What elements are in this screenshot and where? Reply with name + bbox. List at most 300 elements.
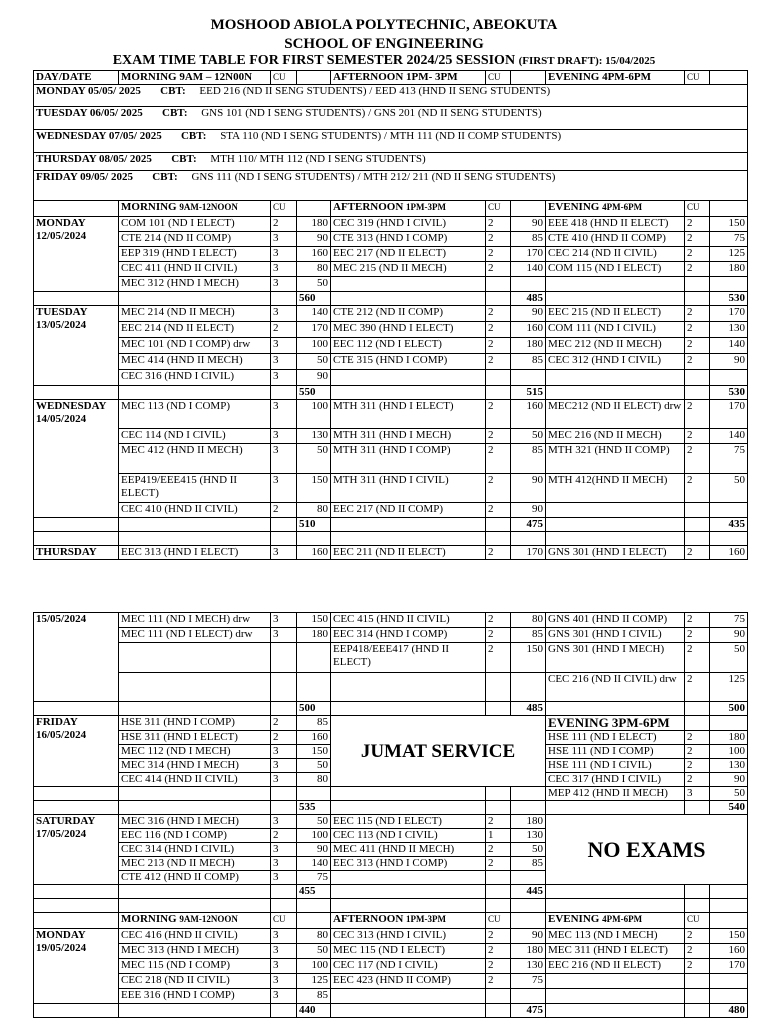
afternoon-count: 130	[511, 829, 546, 843]
evening-count: 50	[710, 474, 748, 503]
evening-cu: 2	[685, 773, 710, 787]
morning-count: 85	[297, 989, 331, 1004]
morning-course: CEC 114 (ND I CIVIL)	[119, 429, 271, 444]
morning-cu: 3	[271, 400, 297, 429]
evening-course: MEC 212 (ND II MECH)	[546, 338, 685, 354]
afternoon-count: 160	[511, 322, 546, 338]
morning-total: 510	[297, 518, 331, 532]
morning-cu: 3	[271, 370, 297, 386]
morning-count: 80	[297, 503, 331, 518]
morning-cu: 3	[271, 773, 297, 787]
blank	[331, 801, 486, 815]
blank	[685, 292, 710, 306]
day-label: MONDAY 19/05/2024	[34, 929, 119, 1004]
evening-count	[710, 503, 748, 518]
afternoon-course	[331, 871, 486, 885]
blank	[486, 518, 511, 532]
morning-cu: 2	[271, 322, 297, 338]
morning-course: EEE 316 (HND I COMP)	[119, 989, 271, 1004]
morning-count: 100	[297, 829, 331, 843]
day-header	[34, 913, 119, 929]
blank	[119, 386, 271, 400]
day-date: 15/05/2024	[34, 613, 119, 702]
evening-course: HSE 111 (ND I COMP)	[546, 745, 685, 759]
table-row	[34, 532, 748, 546]
evening-count	[710, 370, 748, 386]
evening-count: 75	[710, 232, 748, 247]
afternoon-cu: 2	[486, 929, 511, 944]
morning-total: 500	[297, 702, 331, 716]
morning-count: 130	[297, 429, 331, 444]
blank	[297, 71, 331, 85]
thursday-cell	[271, 673, 297, 702]
table-row	[34, 1004, 748, 1018]
blank	[511, 913, 546, 929]
cu-header: CU	[685, 71, 710, 85]
evening-cu: 2	[685, 262, 710, 277]
table-row	[34, 815, 748, 829]
blank	[546, 702, 685, 716]
cu-header: CU	[486, 913, 511, 929]
morning-cu: 3	[271, 338, 297, 354]
thursday-cell: 180	[297, 628, 331, 643]
blank	[710, 716, 748, 731]
evening-count: 180	[710, 731, 748, 745]
afternoon-course: EEC 217 (ND II ELECT)	[331, 247, 486, 262]
timetable-part-2	[33, 612, 748, 1018]
table-row	[34, 628, 748, 643]
table-row	[34, 913, 748, 929]
thursday-cell: CEC 415 (HND II CIVIL)	[331, 613, 486, 628]
morning-count: 125	[297, 974, 331, 989]
thursday-cell	[119, 673, 271, 702]
blank	[34, 518, 119, 532]
evening-count: 170	[710, 400, 748, 429]
morning-count: 150	[297, 745, 331, 759]
afternoon-cu	[486, 989, 511, 1004]
blank	[119, 885, 271, 899]
thursday-cell: 2	[685, 613, 710, 628]
evening-course	[546, 370, 685, 386]
cbt-row: TUESDAY 06/05/ 2025 CBT: GNS 101 (ND I SENG STUDENTS) / GNS 201 (ND II SENG STUDENTS)	[34, 107, 748, 130]
morning-count: 80	[297, 262, 331, 277]
table-row	[34, 292, 748, 306]
afternoon-count: 85	[511, 354, 546, 370]
blank	[34, 532, 119, 546]
afternoon-count: 180	[511, 338, 546, 354]
cu-header: CU	[271, 71, 297, 85]
afternoon-course: MTH 311 (HND I CIVIL)	[331, 474, 486, 503]
evening-count: 170	[710, 306, 748, 322]
afternoon-cu: 2	[486, 354, 511, 370]
thursday-cell: CEC 216 (ND II CIVIL) drw	[546, 673, 685, 702]
evening-cu: 3	[685, 787, 710, 801]
blank	[486, 899, 511, 913]
morning-cu: 3	[271, 277, 297, 292]
thursday-cell: 2	[685, 673, 710, 702]
thursday-cell: 2	[486, 546, 511, 560]
afternoon-cu: 2	[486, 974, 511, 989]
evening-count: 75	[710, 444, 748, 474]
table-row	[34, 354, 748, 370]
blank	[271, 386, 297, 400]
blank	[685, 386, 710, 400]
evening-course: EEC 215 (ND II ELECT)	[546, 306, 685, 322]
table-row	[34, 386, 748, 400]
thursday-cell: EEP418/EEE417 (HND II ELECT)	[331, 643, 486, 673]
evening-count: 90	[710, 354, 748, 370]
evening-cu: 2	[685, 338, 710, 354]
afternoon-total: 485	[511, 292, 546, 306]
morning-cu: 2	[271, 716, 297, 731]
evening-count: 130	[710, 759, 748, 773]
blank	[271, 787, 297, 801]
morning-course: MEC 316 (HND I MECH)	[119, 815, 271, 829]
morning-course: COM 101 (ND I ELECT)	[119, 217, 271, 232]
blank	[546, 899, 685, 913]
morning-count: 90	[297, 370, 331, 386]
morning-cu: 3	[271, 959, 297, 974]
blank	[119, 787, 271, 801]
afternoon-total: 515	[511, 386, 546, 400]
blank	[685, 899, 710, 913]
evening-course	[546, 503, 685, 518]
thursday-cell: 2	[685, 643, 710, 673]
blank	[331, 899, 486, 913]
morning-cu: 3	[271, 354, 297, 370]
thursday-cell: 75	[710, 613, 748, 628]
afternoon-cu: 2	[486, 959, 511, 974]
blank	[685, 518, 710, 532]
evening-course: MTH 412(HND II MECH)	[546, 474, 685, 503]
blank	[331, 702, 486, 716]
morning-cu: 2	[271, 503, 297, 518]
no-exams-label: NO EXAMS	[546, 815, 748, 885]
table-row	[34, 716, 748, 731]
afternoon-course: MTH 311 (HND I ELECT)	[331, 400, 486, 429]
blank	[486, 292, 511, 306]
blank	[486, 532, 511, 546]
day-label: FRIDAY 16/05/2024	[34, 716, 119, 787]
blank	[685, 702, 710, 716]
morning-total: 560	[297, 292, 331, 306]
afternoon-count: 85	[511, 232, 546, 247]
evening-cu: 2	[685, 959, 710, 974]
blank	[297, 787, 331, 801]
draft-note: (FIRST DRAFT): 15/04/2025	[518, 55, 656, 67]
afternoon-course: CTE 212 (ND II COMP)	[331, 306, 486, 322]
evening-header: EVENING 4PM-6PM	[546, 913, 685, 929]
morning-course: CEC 414 (HND II CIVIL)	[119, 773, 271, 787]
school-name: SCHOOL OF ENGINEERING	[284, 36, 484, 52]
afternoon-total: 445	[511, 885, 546, 899]
table-row	[34, 929, 748, 944]
thursday-cell: 50	[710, 643, 748, 673]
evening-cu	[685, 989, 710, 1004]
blank	[685, 532, 710, 546]
thursday-cell: 90	[710, 628, 748, 643]
table-row	[34, 306, 748, 322]
afternoon-count: 180	[511, 815, 546, 829]
thursday-cell: 160	[297, 546, 331, 560]
morning-count: 50	[297, 944, 331, 959]
morning-course: MEC 313 (HND I MECH)	[119, 944, 271, 959]
afternoon-cu: 1	[486, 829, 511, 843]
afternoon-count: 50	[511, 843, 546, 857]
evening-course: MEP 412 (HND II MECH)	[546, 787, 685, 801]
evening-course: CEC 317 (HND I CIVIL)	[546, 773, 685, 787]
afternoon-cu: 2	[486, 444, 511, 474]
afternoon-course: EEC 423 (HND II COMP)	[331, 974, 486, 989]
table-row	[34, 643, 748, 673]
blank	[486, 702, 511, 716]
blank	[331, 518, 486, 532]
table-row	[34, 899, 748, 913]
evening-cu: 2	[685, 322, 710, 338]
blank	[34, 292, 119, 306]
thursday-cell: GNS 401 (HND II COMP)	[546, 613, 685, 628]
afternoon-cu: 2	[486, 474, 511, 503]
morning-count: 140	[297, 306, 331, 322]
thursday-cell: GNS 301 (HND I MECH)	[546, 643, 685, 673]
blank	[710, 532, 748, 546]
afternoon-count	[511, 370, 546, 386]
morning-course: CEC 416 (HND II CIVIL)	[119, 929, 271, 944]
blank	[511, 532, 546, 546]
blank	[486, 386, 511, 400]
morning-course: CEC 411 (HND II CIVIL)	[119, 262, 271, 277]
blank	[297, 201, 331, 217]
blank	[331, 386, 486, 400]
morning-count: 75	[297, 871, 331, 885]
evening-course: COM 115 (ND I ELECT)	[546, 262, 685, 277]
table-row	[34, 989, 748, 1004]
afternoon-course: MEC 115 (ND I ELECT)	[331, 944, 486, 959]
afternoon-cu	[486, 370, 511, 386]
morning-course: MEC 214 (ND II MECH)	[119, 306, 271, 322]
afternoon-total: 475	[511, 518, 546, 532]
evening-cu: 2	[685, 944, 710, 959]
afternoon-course: EEC 217 (ND II COMP)	[331, 503, 486, 518]
evening-cu: 2	[685, 354, 710, 370]
afternoon-course: MEC 411 (HND II MECH)	[331, 843, 486, 857]
afternoon-count	[511, 871, 546, 885]
blank	[297, 913, 331, 929]
evening-count: 180	[710, 262, 748, 277]
evening-course: COM 111 (ND I CIVIL)	[546, 322, 685, 338]
evening-count: 150	[710, 929, 748, 944]
day-header	[34, 201, 119, 217]
afternoon-count: 160	[511, 400, 546, 429]
blank	[119, 801, 271, 815]
table-row	[34, 944, 748, 959]
evening-course	[546, 989, 685, 1004]
thursday-cell: GNS 301 (HND I ELECT)	[546, 546, 685, 560]
morning-count: 50	[297, 815, 331, 829]
thursday-cell: 3	[271, 613, 297, 628]
blank	[34, 801, 119, 815]
morning-cu: 3	[271, 759, 297, 773]
morning-cu: 3	[271, 745, 297, 759]
afternoon-course: MEC 390 (HND I ELECT)	[331, 322, 486, 338]
evening-count	[710, 277, 748, 292]
afternoon-course: MTH 311 (HND I MECH)	[331, 429, 486, 444]
afternoon-cu	[486, 277, 511, 292]
afternoon-count: 50	[511, 429, 546, 444]
afternoon-count: 90	[511, 474, 546, 503]
blank	[546, 1004, 685, 1018]
thursday-cell	[297, 643, 331, 673]
evening-header: EVENING 4PM-6PM	[546, 201, 685, 217]
evening-count: 130	[710, 322, 748, 338]
blank	[34, 386, 119, 400]
afternoon-count: 85	[511, 857, 546, 871]
morning-header: MORNING 9AM-12NOON	[119, 201, 271, 217]
evening-count: 150	[710, 217, 748, 232]
table-row	[34, 130, 748, 153]
afternoon-course: CTE 313 (HND I COMP)	[331, 232, 486, 247]
evening-count: 170	[710, 959, 748, 974]
table-row	[34, 503, 748, 518]
blank	[710, 913, 748, 929]
table-row	[34, 400, 748, 429]
blank	[34, 899, 119, 913]
evening-count: 160	[710, 944, 748, 959]
morning-course: MEC 412 (HND II MECH)	[119, 444, 271, 474]
morning-cu: 3	[271, 843, 297, 857]
afternoon-count	[511, 277, 546, 292]
afternoon-count: 170	[511, 247, 546, 262]
morning-count: 160	[297, 247, 331, 262]
thursday-cell	[331, 673, 486, 702]
table-row	[34, 107, 748, 130]
morning-course: HSE 311 (HND I ELECT)	[119, 731, 271, 745]
blank	[119, 702, 271, 716]
table-row	[34, 322, 748, 338]
thursday-cell: 125	[710, 673, 748, 702]
blank	[486, 801, 511, 815]
table-row	[34, 613, 748, 628]
morning-course: MEC 101 (ND I COMP) drw	[119, 338, 271, 354]
morning-cu: 2	[271, 829, 297, 843]
day-label: MONDAY 12/05/2024	[34, 217, 119, 292]
morning-course: CEC 314 (HND I CIVIL)	[119, 843, 271, 857]
afternoon-course: MTH 311 (HND I COMP)	[331, 444, 486, 474]
afternoon-cu	[486, 871, 511, 885]
table-row	[34, 277, 748, 292]
morning-count: 150	[297, 474, 331, 503]
morning-count: 50	[297, 277, 331, 292]
table-row	[34, 885, 748, 899]
afternoon-count: 90	[511, 503, 546, 518]
evening-cu: 2	[685, 474, 710, 503]
table-row	[34, 974, 748, 989]
evening-cu	[685, 503, 710, 518]
morning-course: MEC 314 (HND I MECH)	[119, 759, 271, 773]
evening-count: 140	[710, 429, 748, 444]
blank	[511, 201, 546, 217]
afternoon-course: CEC 113 (ND I CIVIL)	[331, 829, 486, 843]
evening-course: EEC 216 (ND II ELECT)	[546, 959, 685, 974]
table-row	[34, 262, 748, 277]
thursday-cell: 2	[486, 643, 511, 673]
blank	[546, 518, 685, 532]
morning-count: 80	[297, 773, 331, 787]
table-row	[34, 217, 748, 232]
afternoon-count: 140	[511, 262, 546, 277]
afternoon-course: EEC 115 (ND I ELECT)	[331, 815, 486, 829]
morning-cu: 3	[271, 306, 297, 322]
morning-cu: 3	[271, 232, 297, 247]
morning-count: 90	[297, 232, 331, 247]
morning-count: 90	[297, 843, 331, 857]
blank	[685, 801, 710, 815]
blank	[119, 532, 271, 546]
afternoon-cu: 2	[486, 503, 511, 518]
morning-course: MEC 213 (ND II MECH)	[119, 857, 271, 871]
institution-name: MOSHOOD ABIOLA POLYTECHNIC, ABEOKUTA	[210, 17, 558, 33]
table-row	[34, 787, 748, 801]
evening-cu: 2	[685, 232, 710, 247]
afternoon-cu: 2	[486, 217, 511, 232]
afternoon-count: 85	[511, 444, 546, 474]
thursday-cell: MEC 111 (ND I ELECT) drw	[119, 628, 271, 643]
blank	[710, 201, 748, 217]
morning-course: EEC 214 (ND II ELECT)	[119, 322, 271, 338]
blank	[546, 532, 685, 546]
evening-count	[710, 974, 748, 989]
evening-total: 480	[710, 1004, 748, 1018]
morning-count: 100	[297, 959, 331, 974]
table-row	[34, 673, 748, 702]
table-row	[34, 518, 748, 532]
morning-cu: 3	[271, 262, 297, 277]
evening-cu: 2	[685, 429, 710, 444]
morning-course: EEP419/EEE415 (HND II ELECT)	[119, 474, 271, 503]
evening-count: 90	[710, 773, 748, 787]
evening-total: 435	[710, 518, 748, 532]
evening-header: EVENING 3PM-6PM	[546, 716, 685, 731]
afternoon-cu: 2	[486, 338, 511, 354]
blank	[119, 518, 271, 532]
cu-header: CU	[486, 201, 511, 217]
morning-course: MEC 312 (HND I MECH)	[119, 277, 271, 292]
blank	[119, 292, 271, 306]
thursday-cell: EEC 313 (HND I ELECT)	[119, 546, 271, 560]
morning-count: 100	[297, 400, 331, 429]
table-row	[34, 370, 748, 386]
afternoon-course	[331, 370, 486, 386]
blank	[34, 702, 119, 716]
blank	[685, 885, 710, 899]
afternoon-course: CEC 313 (HND I CIVIL)	[331, 929, 486, 944]
blank	[546, 386, 685, 400]
afternoon-count: 180	[511, 944, 546, 959]
morning-cu: 3	[271, 474, 297, 503]
evening-count: 50	[710, 787, 748, 801]
table-row	[34, 247, 748, 262]
thursday-cell: MEC 111 (ND I MECH) drw	[119, 613, 271, 628]
afternoon-course: CTE 315 (HND I COMP)	[331, 354, 486, 370]
afternoon-total: 475	[511, 1004, 546, 1018]
blank	[546, 801, 685, 815]
thursday-cell	[271, 643, 297, 673]
morning-course: HSE 311 (HND I COMP)	[119, 716, 271, 731]
evening-course	[546, 974, 685, 989]
thursday-cell	[297, 673, 331, 702]
afternoon-cu: 2	[486, 232, 511, 247]
evening-cu: 2	[685, 745, 710, 759]
